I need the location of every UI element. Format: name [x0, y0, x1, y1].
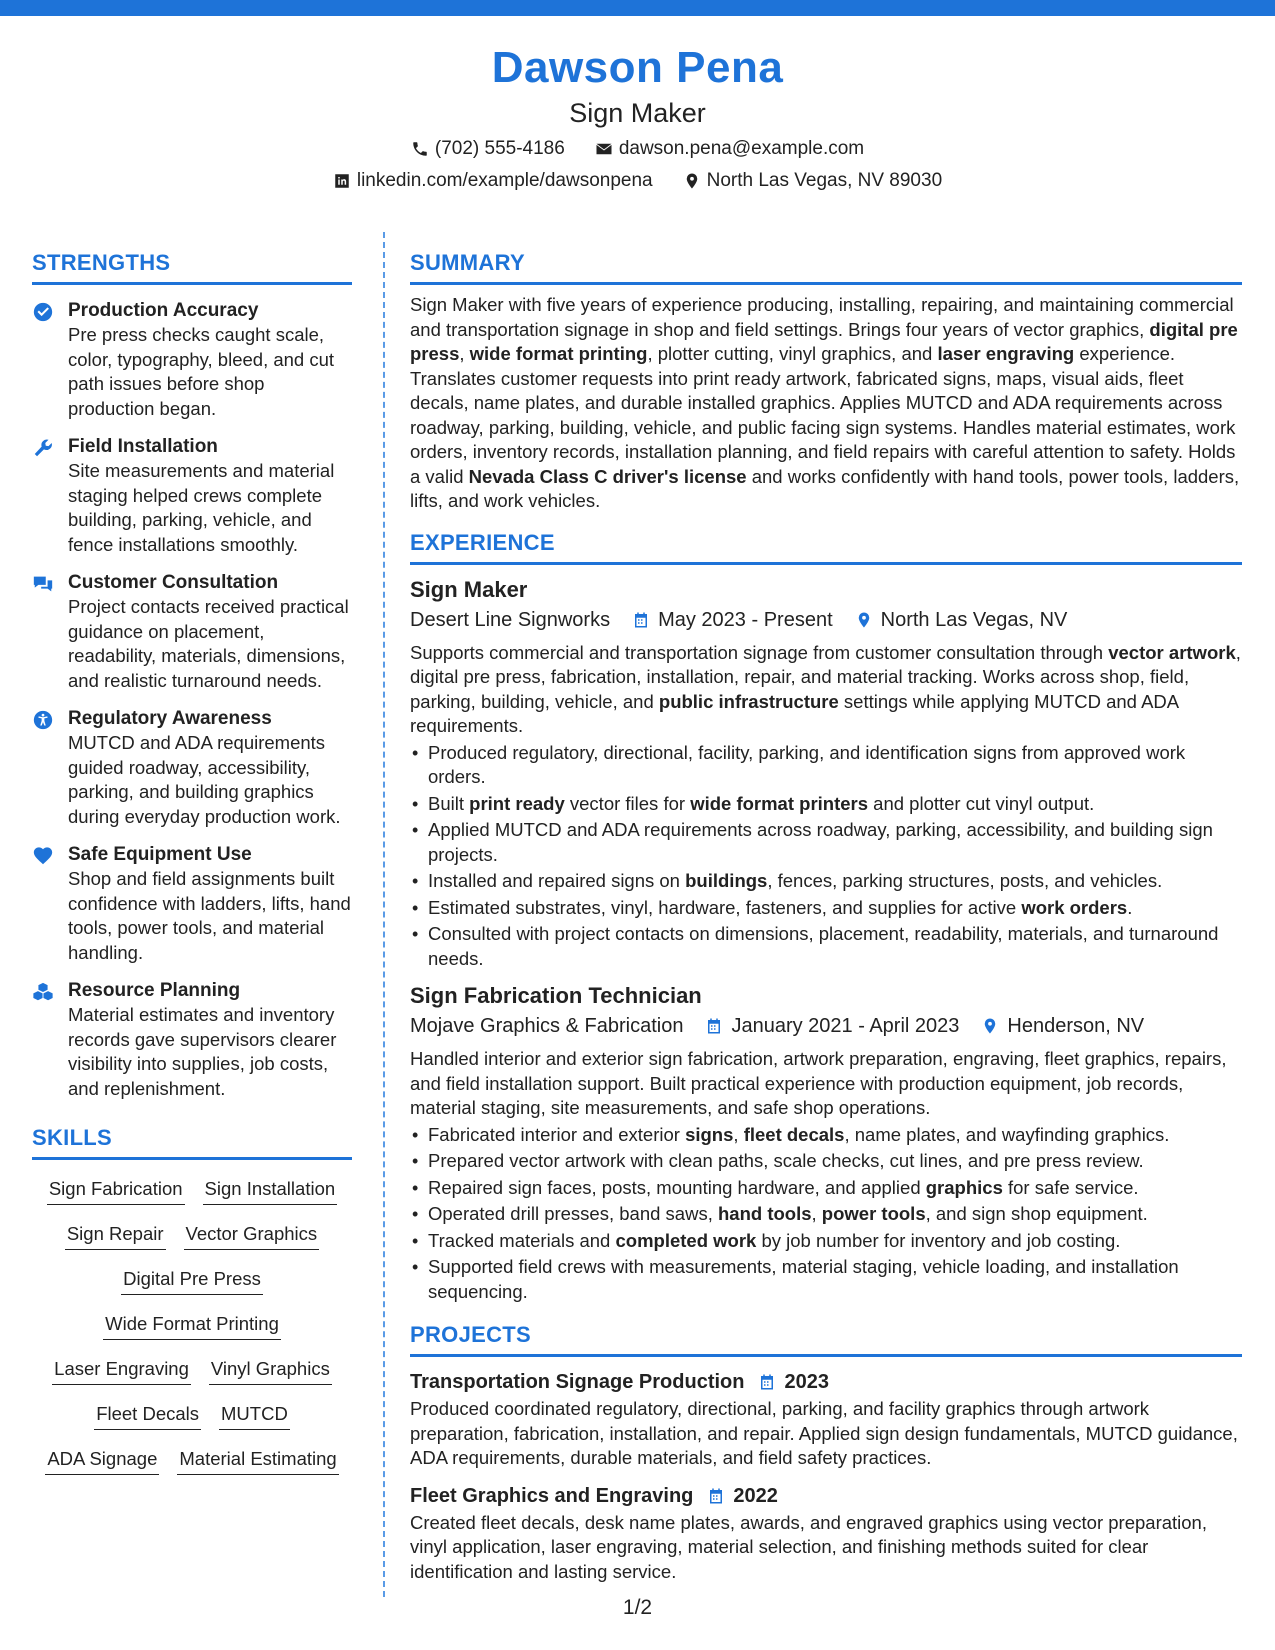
bold-text: buildings [685, 870, 768, 891]
text-run: Estimated substrates, vinyl, hardware, fasteners, and supplies for active [428, 896, 1022, 918]
skill-row [32, 1446, 352, 1491]
calendar-icon [758, 1373, 776, 1391]
summary-heading: SUMMARY [410, 248, 1242, 285]
project-title: Fleet Graphics and Engraving [410, 1484, 694, 1507]
skill-row [32, 1266, 352, 1311]
text-run: , name plates, and wayfinding graphics. [844, 1123, 1170, 1145]
calendar-icon [707, 1487, 725, 1505]
bold-text: laser engraving [937, 343, 1075, 364]
job-description [410, 641, 1242, 739]
skill-row [32, 1221, 352, 1266]
bold-text: digital pre press [410, 318, 1238, 364]
project-year: 2023 [784, 1371, 829, 1393]
map-pin-icon [855, 611, 873, 629]
strength-text: Site measurements and material staging helped crews complete building, parking, vehicle, and fence installations smoothly. [68, 460, 335, 555]
phone-contact[interactable] [411, 136, 565, 162]
email-text: dawson.pena@example.com [618, 138, 865, 159]
job-title: Sign Fabrication Technician [410, 983, 702, 1008]
project-text: Created fleet decals, desk name plates, awards, and engraved graphics using vector preparation, vinyl application, laser engraving, material selection, and finishing methods suited for clear identification and lasting service. [410, 1511, 1207, 1582]
map-pin-icon [683, 172, 701, 190]
project-entry [410, 1367, 1242, 1471]
job-meta [410, 1011, 1242, 1041]
skill-tag: Material Estimating [177, 1446, 338, 1475]
linkedin-text: linkedin.com/example/dawsonpena [356, 170, 653, 191]
text-run: Built [428, 792, 470, 814]
strength-item [32, 571, 352, 693]
wrench-icon [32, 437, 54, 459]
candidate-role: Sign Maker [569, 98, 706, 128]
bold-text: public infrastructure [658, 690, 839, 712]
skill-tag: ADA Signage [45, 1446, 159, 1475]
location-contact [683, 168, 943, 194]
text-run: , [811, 1203, 822, 1224]
text-run: Handled interior and exterior sign fabrication, artwork preparation, engraving, fleet graphics, repairs, and field installation support. Built practical experience with production equipment, job records, material staging, site measurements, and safe shop operations. [410, 1048, 1227, 1118]
bullet-item [410, 896, 1242, 921]
right-column [410, 248, 1242, 1584]
strength-text: Pre press checks caught scale, color, typography, bleed, and cut path issues before shop production began. [68, 324, 335, 419]
skill-tag: Sign Repair [65, 1221, 166, 1250]
bold-text: graphics [925, 1176, 1003, 1198]
bold-text: work orders [1021, 896, 1128, 918]
top-accent-bar [0, 0, 1275, 16]
summary-text [410, 293, 1242, 514]
text-run: vector files for [564, 792, 691, 814]
bullet-item [410, 1202, 1242, 1227]
skill-row [32, 1176, 352, 1221]
strength-text: Shop and field assignments built confidence with ladders, lifts, hand tools, power tools, and material handling. [68, 868, 351, 963]
map-pin-icon [981, 1017, 999, 1035]
strength-title: Resource Planning [68, 980, 241, 1001]
skill-tag: Sign Installation [203, 1176, 338, 1205]
left-column [32, 248, 352, 1491]
job-entry [410, 981, 1242, 1304]
strength-title: Field Installation [68, 436, 218, 457]
strength-text: Project contacts received practical guidance on placement, readability, materials, dimensions, and realistic turnaround needs. [68, 596, 349, 691]
text-run: Installed and repaired signs on [428, 870, 686, 891]
heart-icon [32, 845, 54, 867]
text-run: settings while applying MUTCD and ADA requirements. [410, 690, 1179, 736]
text-run: and works confidently with hand tools, power tools, ladders, lifts, and work vehicles. [410, 465, 1240, 511]
skill-tag: Laser Engraving [52, 1356, 191, 1385]
contact-row-2 [0, 168, 1275, 194]
bullet-item [410, 1149, 1242, 1174]
job-location: Henderson, NV [1007, 1015, 1145, 1037]
job-entry [410, 575, 1242, 972]
company-name: Mojave Graphics & Fabrication [410, 1015, 684, 1037]
text-run: for safe service. [1002, 1176, 1139, 1198]
column-divider [383, 232, 385, 1597]
contact-row-1 [0, 136, 1275, 162]
job-bullets [410, 1123, 1242, 1305]
check-circle-icon [32, 301, 54, 323]
text-run: Supports commercial and transportation signage from customer consultation through [410, 641, 1109, 663]
bullet-item [410, 1229, 1242, 1254]
linkedin-icon [333, 172, 351, 190]
page-number: 1/2 [622, 1596, 653, 1619]
skill-tag: Vinyl Graphics [209, 1356, 332, 1385]
bullet-item [410, 869, 1242, 894]
skill-row [32, 1356, 352, 1401]
resume-header [0, 40, 1275, 194]
text-run: , digital pre press, fabrication, installation, repair, and material tracking. Works across shop, field, parking, building, vehicle, and [410, 641, 1241, 712]
text-run: Supported field crews with measurements, material staging, vehicle loading, and installation sequencing. [428, 1256, 1179, 1302]
bullet-item [410, 922, 1242, 971]
strength-item [32, 435, 352, 557]
skill-tag: Vector Graphics [184, 1221, 320, 1250]
text-run: Repaired sign faces, posts, mounting hardware, and applied [428, 1176, 926, 1198]
bold-text: fleet decals [743, 1123, 845, 1145]
text-run: , fences, parking structures, posts, and vehicles. [767, 870, 1163, 891]
text-run: and plotter cut vinyl output. [868, 792, 1095, 814]
text-run: , [459, 343, 470, 364]
text-run: Consulted with project contacts on dimensions, placement, readability, materials, and turnaround needs. [428, 923, 1219, 969]
job-dates: May 2023 - Present [658, 608, 833, 631]
company-name: Desert Line Signworks [410, 608, 611, 631]
text-run: Operated drill presses, band saws, [428, 1203, 718, 1224]
phone-text: (702) 555-4186 [434, 138, 565, 159]
job-bullets [410, 741, 1242, 972]
text-run: Applied MUTCD and ADA requirements across roadway, parking, accessibility, and building sign projects. [428, 819, 1213, 865]
cubes-icon [32, 981, 54, 1003]
location-text: North Las Vegas, NV 89030 [706, 170, 943, 191]
text-run: Tracked materials and [428, 1229, 616, 1251]
skill-tag: MUTCD [219, 1401, 290, 1430]
phone-icon [411, 140, 429, 158]
bold-text: vector artwork [1108, 641, 1236, 663]
project-head [410, 1481, 1242, 1511]
bullet-item [410, 792, 1242, 817]
text-run: , and sign shop equipment. [925, 1203, 1148, 1224]
skill-tag: Fleet Decals [94, 1401, 201, 1430]
projects-heading: PROJECTS [410, 1320, 1242, 1357]
experience-heading: EXPERIENCE [410, 528, 1242, 565]
job-meta [410, 605, 1242, 635]
candidate-name: Dawson Pena [491, 43, 784, 92]
bold-text: print ready [469, 792, 565, 814]
strength-title: Regulatory Awareness [68, 708, 272, 729]
strength-title: Production Accuracy [68, 300, 259, 321]
skill-row [32, 1311, 352, 1356]
strength-item [32, 299, 352, 421]
bullet-item [410, 1176, 1242, 1201]
strength-text: MUTCD and ADA requirements guided roadway, accessibility, parking, and building graphics during everyday production work. [68, 732, 341, 827]
bold-text: hand tools [717, 1203, 812, 1224]
strength-title: Customer Consultation [68, 572, 279, 593]
bullet-item [410, 1255, 1242, 1304]
calendar-icon [705, 1017, 723, 1035]
strength-item [32, 979, 352, 1101]
skills-heading: SKILLS [32, 1123, 352, 1160]
bullet-item [410, 741, 1242, 790]
bullet-item [410, 1123, 1242, 1148]
strength-text: Material estimates and inventory records gave supervisors clearer visibility into supplies, job costs, and replenishment. [68, 1004, 337, 1099]
envelope-icon [595, 140, 613, 158]
text-run: . [1127, 896, 1133, 918]
job-dates: January 2021 - April 2023 [731, 1015, 960, 1037]
text-run: Sign Maker with five years of experience producing, installing, repairing, and maintaining commercial and transportation signage in shop and field settings. Brings four years of vector graphics, [410, 294, 1234, 340]
job-location: North Las Vegas, NV [880, 608, 1068, 631]
strength-item [32, 707, 352, 829]
strengths-heading: STRENGTHS [32, 248, 352, 285]
bold-text: wide format printing [469, 343, 648, 364]
email-contact[interactable] [595, 136, 864, 162]
text-run: , [733, 1123, 744, 1145]
project-year: 2022 [733, 1484, 778, 1507]
skill-row [32, 1401, 352, 1446]
skill-tag: Sign Fabrication [47, 1176, 185, 1205]
job-title: Sign Maker [410, 576, 528, 602]
project-text: Produced coordinated regulatory, directional, parking, and facility graphics through artwork preparation, fabrication, installation, and repair. Applied sign design fundamentals, MUTCD guidance, ADA requirements, durable materials, and field safety practices. [410, 1398, 1238, 1468]
accessibility-icon [32, 709, 54, 731]
bold-text: completed work [615, 1229, 757, 1251]
bold-text: wide format printers [690, 792, 869, 814]
bullet-item [410, 818, 1242, 867]
skills-list [32, 1176, 352, 1491]
skill-tag: Wide Format Printing [103, 1311, 281, 1340]
text-run: experience. Translates customer requests into print ready artwork, fabricated signs, maps, visual aids, fleet decals, name plates, and durable installed graphics. Applies MUTCD and ADA requirements across roadway, parking, building, vehicle, and public facing sign systems. Handles material estimates, work orders, inventory records, installation planning, and field repairs with careful attention to safety. Holds a valid [410, 343, 1236, 487]
text-run: by job number for inventory and job costing. [756, 1229, 1121, 1251]
text-run: Fabricated interior and exterior [428, 1123, 686, 1145]
linkedin-contact[interactable] [333, 168, 653, 194]
bold-text: power tools [821, 1203, 926, 1224]
strength-item [32, 843, 352, 965]
text-run: Prepared vector artwork with clean paths, scale checks, cut lines, and pre press review. [428, 1150, 1144, 1171]
strength-title: Safe Equipment Use [68, 844, 252, 865]
project-title: Transportation Signage Production [410, 1371, 745, 1393]
project-head [410, 1367, 1242, 1397]
project-entry [410, 1481, 1242, 1585]
text-run: , plotter cutting, vinyl graphics, and [647, 343, 938, 364]
text-run: Produced regulatory, directional, facility, parking, and identification signs from approved work orders. [428, 741, 1186, 787]
bold-text: signs [685, 1123, 734, 1145]
skill-tag: Digital Pre Press [121, 1266, 263, 1295]
calendar-icon [632, 611, 650, 629]
chat-bubbles-icon [32, 573, 54, 595]
bold-text: Nevada Class C driver's license [468, 465, 747, 487]
job-description [410, 1047, 1242, 1121]
